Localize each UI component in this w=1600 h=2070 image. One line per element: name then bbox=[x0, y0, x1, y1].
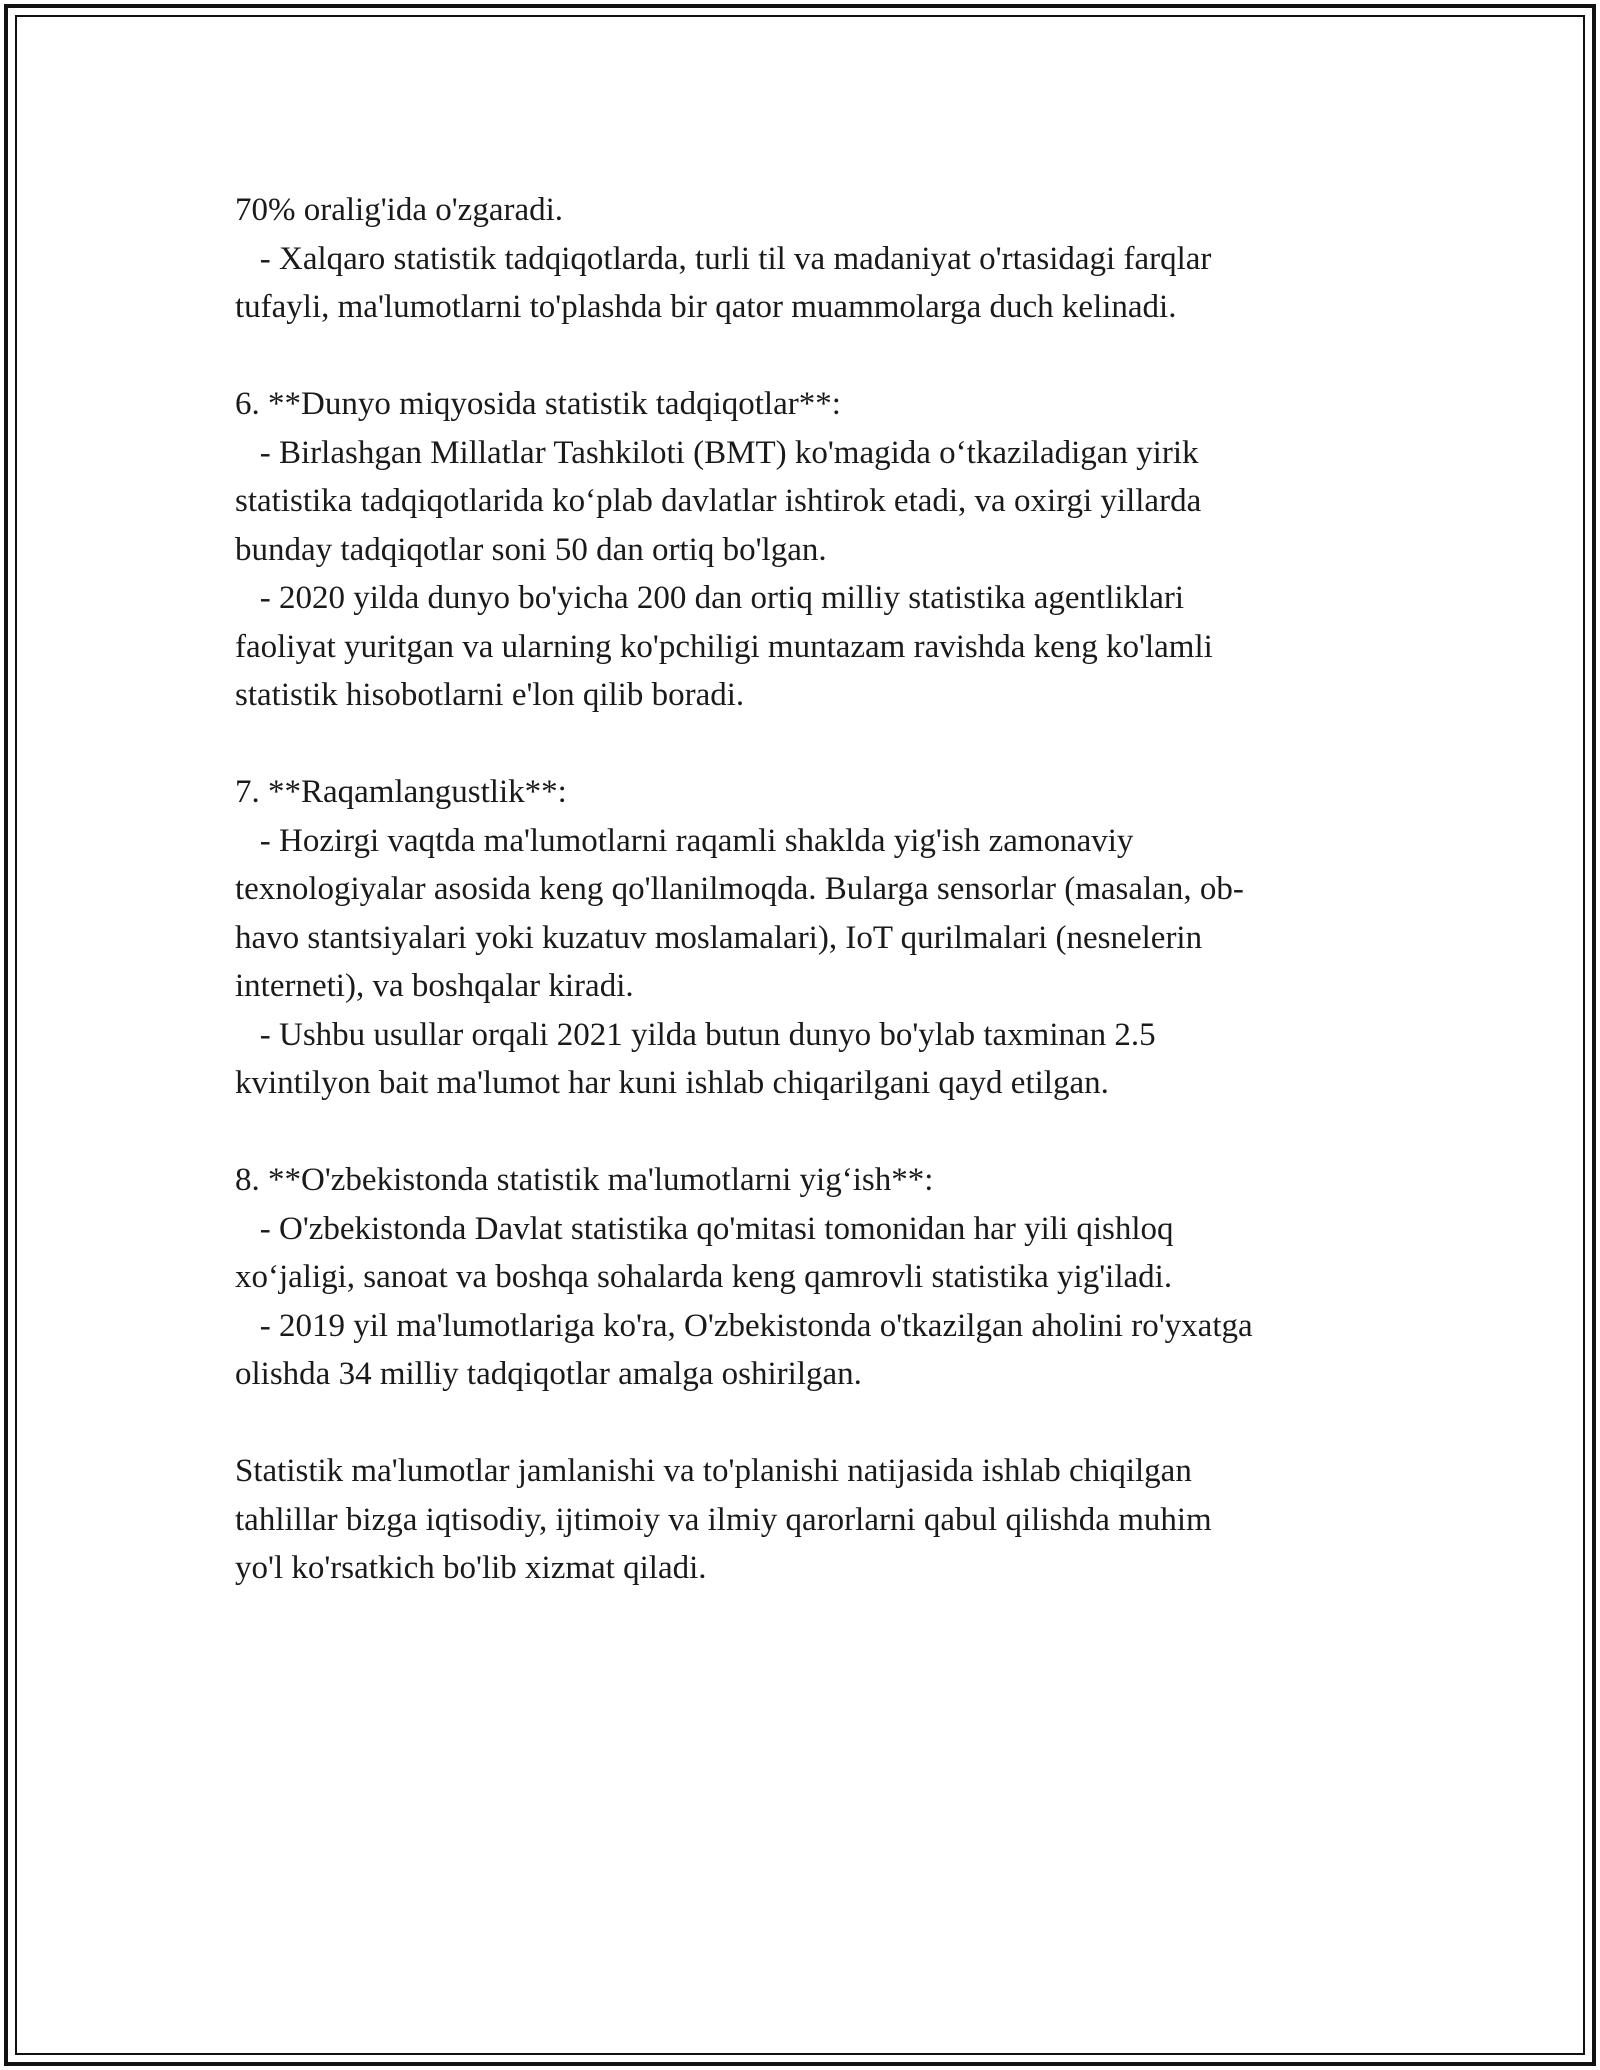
paragraph-gap bbox=[235, 332, 1375, 381]
text-line: - Xalqaro statistik tadqiqotlarda, turli til va madaniyat o'rtasidagi farqlar bbox=[235, 240, 1212, 277]
text-line: texnologiyalar asosida keng qo'llanilmoqda. Bularga sensorlar (masalan, ob- bbox=[235, 871, 1244, 907]
document-body bbox=[235, 186, 1375, 1593]
text-line: - O'zbekistonda Davlat statistika qo'mitasi tomonidan har yili qishloq bbox=[235, 1210, 1174, 1247]
conclusion-paragraph bbox=[235, 1447, 1375, 1593]
text-line: olishda 34 milliy tadqiqotlar amalga oshirilgan. bbox=[235, 1356, 862, 1392]
text-line: - Hozirgi vaqtda ma'lumotlarni raqamli shaklda yig'ish zamonaviy bbox=[235, 822, 1134, 859]
text-line: kvintilyon bait ma'lumot har kuni ishlab chiqarilgani qayd etilgan. bbox=[235, 1065, 1109, 1101]
paragraph-gap bbox=[235, 1399, 1375, 1448]
text-line: bunday tadqiqotlar soni 50 dan ortiq bo'lgan. bbox=[235, 531, 827, 568]
text-line: - Birlashgan Millatlar Tashkiloti (BMT) ko'magida o‘tkaziladigan yirik bbox=[235, 434, 1199, 471]
text-line: tahlillar bizga iqtisodiy, ijtimoiy va ilmiy qarorlarni qabul qilishda muhim bbox=[235, 1501, 1212, 1538]
section-heading: 8. **O'zbekistonda statistik ma'lumotlarni yig‘ish**: bbox=[235, 1162, 934, 1198]
text-line: statistika tadqiqotlarida ko‘plab davlatlar ishtirok etadi, va oxirgi yillarda bbox=[235, 483, 1202, 519]
section-heading: 7. **Raqamlangustlik**: bbox=[235, 774, 567, 810]
section-7 bbox=[235, 768, 1375, 1108]
text-line: - 2019 yil ma'lumotlariga ko'ra, O'zbekistonda o'tkazilgan aholini ro'yxatga bbox=[235, 1307, 1253, 1344]
section-heading: 6. **Dunyo miqyosida statistik tadqiqotlar**: bbox=[235, 386, 841, 422]
text-line: havo stantsiyalari yoki kuzatuv moslamalari), IoT qurilmalari (nesnelerin bbox=[235, 919, 1203, 956]
paragraph-gap bbox=[235, 1108, 1375, 1157]
text-line: faoliyat yuritgan va ularning ko'pchiligi muntazam ravishda keng ko'lamli bbox=[235, 628, 1213, 665]
text-line: 70% oralig'ida o'zgaradi. bbox=[235, 192, 564, 228]
text-line: Statistik ma'lumotlar jamlanishi va to'planishi natijasida ishlab chiqilgan bbox=[235, 1453, 1192, 1489]
section-8 bbox=[235, 1156, 1375, 1399]
text-line: statistik hisobotlarni e'lon qilib boradi. bbox=[235, 677, 745, 713]
paragraph-gap bbox=[235, 720, 1375, 769]
text-line: yo'l ko'rsatkich bo'lib xizmat qiladi. bbox=[235, 1550, 707, 1586]
text-line: xo‘jaligi, sanoat va boshqa sohalarda keng qamrovli statistika yig'iladi. bbox=[235, 1259, 1173, 1295]
intro-paragraph bbox=[235, 186, 1375, 332]
section-6 bbox=[235, 380, 1375, 720]
text-line: interneti), va boshqalar kiradi. bbox=[235, 968, 634, 1004]
text-line: tufayli, ma'lumotlarni to'plashda bir qator muammolarga duch kelinadi. bbox=[235, 289, 1177, 325]
text-line: - Ushbu usullar orqali 2021 yilda butun dunyo bo'ylab taxminan 2.5 bbox=[235, 1016, 1156, 1053]
text-line: - 2020 yilda dunyo bo'yicha 200 dan ortiq milliy statistika agentliklari bbox=[235, 580, 1185, 616]
